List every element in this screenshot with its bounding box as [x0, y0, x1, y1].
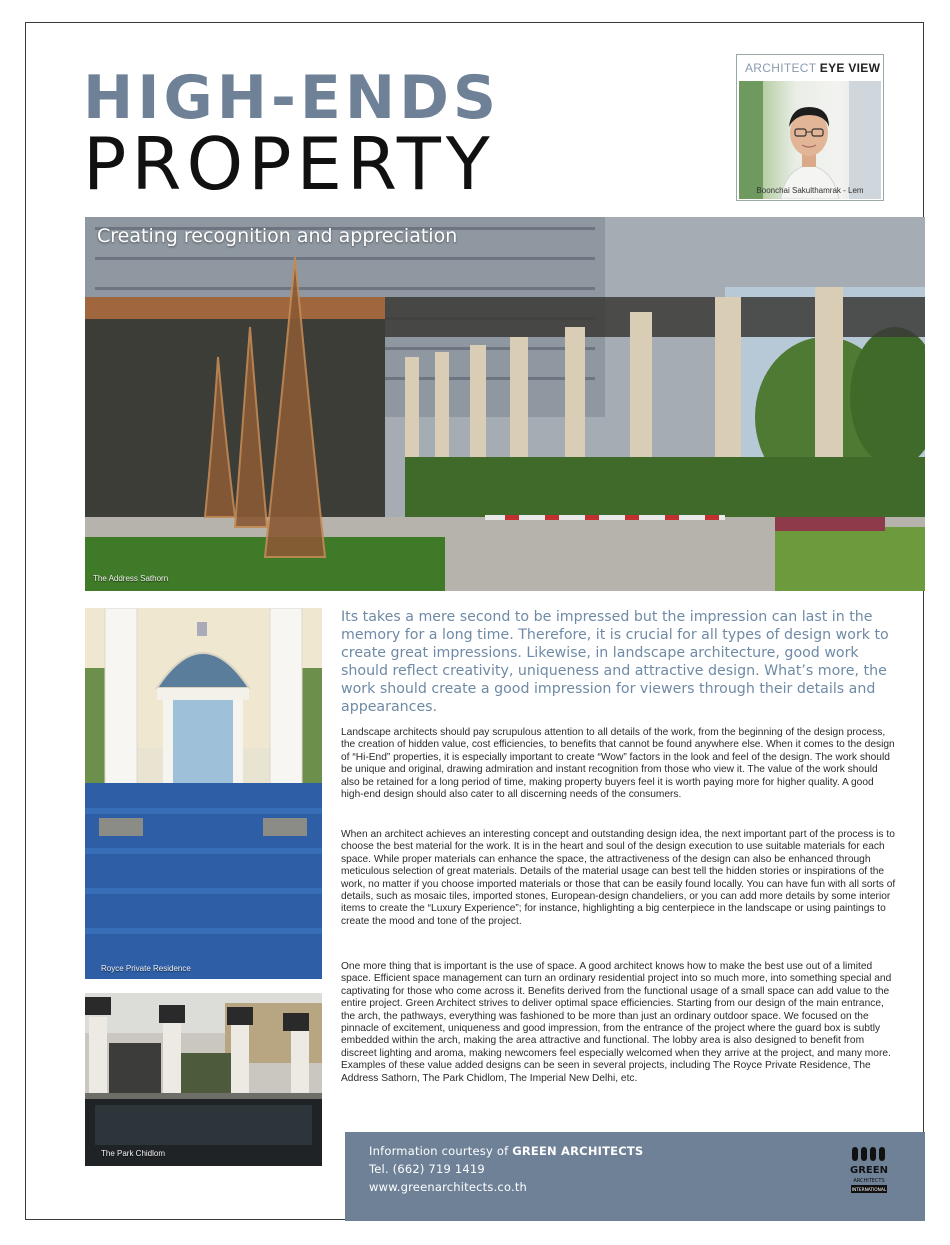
hero-photo-address-sathorn	[85, 217, 925, 591]
park-chidlom-photo-caption: The Park Chidlom	[101, 1149, 166, 1158]
green-logo-icon	[849, 1144, 893, 1200]
footer-info-prefix: Information courtesy of	[369, 1144, 513, 1158]
royce-illustration	[85, 608, 322, 979]
body-paragraph-3: One more thing that is important is the use of space. A good architect knows how to make the best use out of a limited space. Efficient space management can turn an ordinary residential project into so much more, into something special and captivating for those who come across it. Benefits derived from the functional usage of a small space can add value to the entire project. Green Architect strives to deliver optimal space efficiencies. Starting from our design of the main entrance, the arch, the pathways, everything was fashioned to be more than just an ordinary outdoor space. We focused on the pinnacle of excitement, uniqueness and good impression, from the entrance of the project where the guard box is subtly embedded within the arch, making the area attractive and functional. The lobby area is also designed to benefit from discreet lighting and aroma, making newcomers feel especially welcomed when they arrive at the project, and many more. Examples of these value added designs can be seen in several projects, including The Royce Private Residence, The Address Sathorn, The Park Chidlom, The Imperial New Delhi, etc.	[341, 961, 892, 1084]
intro-paragraph: Its takes a mere second to be impressed but the impression can last in the memory for a long time. Therefore, it is crucial for all types of design work to create great impressions. Likewise, in landscape architecture, good work should reflect creativity, uniqueness and attractive design. What’s more, the work should create a good impression for viewers through their details and appearances.	[341, 609, 889, 715]
title-property: PROPERTY	[83, 122, 495, 206]
eye-view-label-bold: EYE VIEW	[819, 61, 881, 75]
photo-park-chidlom	[85, 993, 322, 1166]
footer-info-panel	[345, 1132, 925, 1221]
architect-portrait-photo	[739, 81, 881, 199]
architect-name-caption: Boonchai Sakulthamrak - Lem	[756, 186, 864, 195]
royce-photo-caption: Royce Private Residence	[101, 964, 191, 973]
eye-view-label	[745, 61, 880, 75]
body-paragraph-2: When an architect achieves an interesting concept and outstanding design idea, the next important part of the process is to choose the best material for the work. It is in the heart and soul of the design execution to use suitable materials for each space. While proper materials can enhance the space, the attractiveness of the design can also be enhanced through meticulous selection of great materials. Details of the material usage can best tell the hidden stories or inspirations of the work, no matter if you choose imported materials or those that can be easily found locally. You can have fun with all sorts of details, such as mosaic tiles, imported stones, European-design chandeliers, or you can add more details by some interior items to create the “Luxury Experience”; for instance, highlighting a big centerpiece in the landscape or using paintings to create the mood and tone of the project.	[341, 829, 896, 927]
hero-headline: Creating recognition and appreciation	[97, 225, 458, 247]
logo-word: GREEN	[850, 1165, 888, 1176]
hero-photo-caption: The Address Sathorn	[93, 574, 169, 583]
body-paragraph-1: Landscape architects should pay scrupulous attention to all details of the work, from the beginning of the design process, the creation of hidden value, cost efficiencies, to benefits that cannot be found anywhere else. When it comes to the design of “Hi-End” properties, it is especially important to create “Wow” factors in the look and feel of the design. The work should be unique and original, drawing admiration and instant recognition from those who view it. The value of the work should also be retained for a long period of time, making property buyers feel it is worth paying more for higher quality. A good high-end design should also cater to all discerning needs of the consumers.	[341, 727, 895, 801]
architect-eye-view-box	[736, 54, 884, 201]
architect-portrait-illustration	[739, 81, 881, 199]
logo-sub1: ARCHITECTS	[853, 1178, 885, 1184]
eye-view-label-prefix: ARCHITECT	[745, 61, 820, 75]
footer-company-name: GREEN ARCHITECTS	[512, 1144, 644, 1158]
hero-illustration	[85, 217, 925, 591]
green-architects-logo	[849, 1144, 893, 1200]
footer-website-link[interactable]: www.greenarchitects.co.th	[369, 1180, 528, 1194]
title-high-ends: HIGH-ENDS	[83, 63, 501, 133]
footer-tel: Tel. (662) 719 1419	[369, 1162, 485, 1176]
footer-info-line	[369, 1144, 643, 1158]
park-chidlom-illustration	[85, 993, 322, 1166]
photo-royce-private-residence	[85, 608, 322, 979]
logo-sub2: INTERNATIONAL	[851, 1188, 887, 1193]
